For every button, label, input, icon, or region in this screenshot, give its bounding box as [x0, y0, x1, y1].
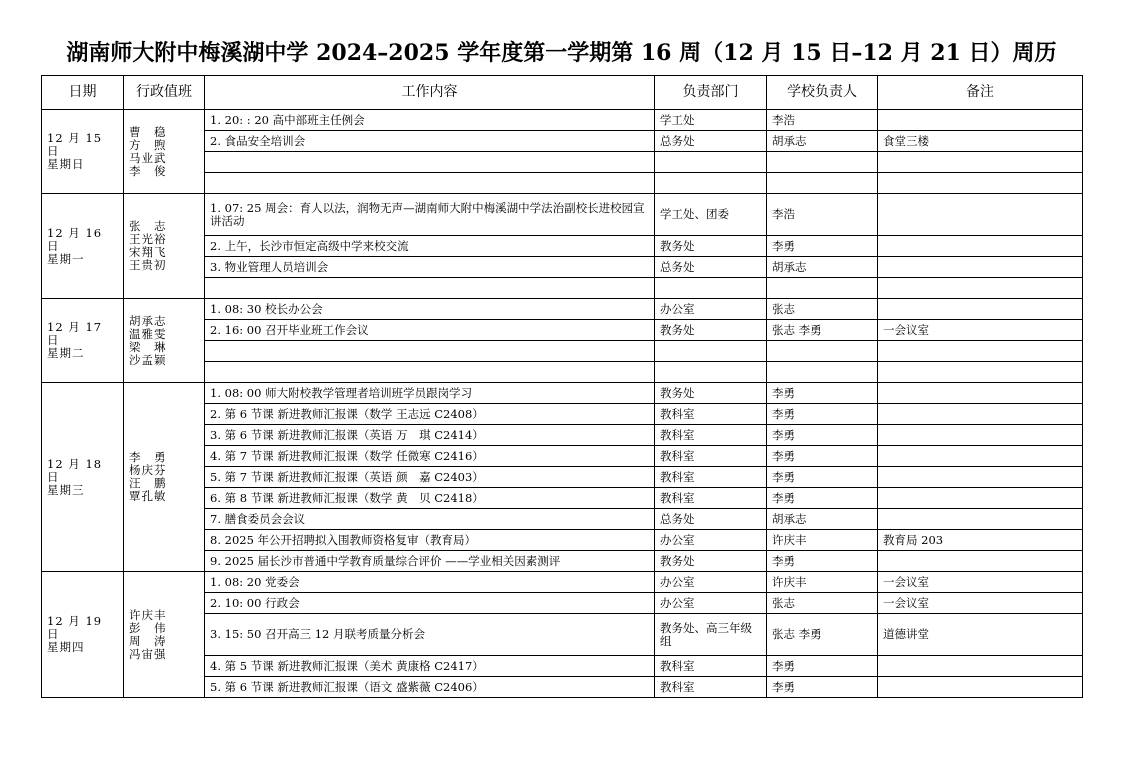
leader-cell [767, 362, 878, 383]
department-cell: 教务处 [655, 236, 767, 257]
content-cell: 4. 第 5 节课 新进教师汇报课（美术 黄康格 C2417） [205, 656, 655, 677]
content-cell: 1. 08: 00 师大附校教学管理者培训班学员跟岗学习 [205, 383, 655, 404]
column-header-leader: 学校负责人 [767, 76, 878, 110]
weekday-text: 星期二 [47, 346, 85, 360]
leader-cell: 许庆丰 [767, 530, 878, 551]
content-cell: 9. 2025 届长沙市普通中学教育质量综合评价 ——学业相关因素测评 [205, 551, 655, 572]
table-row [42, 383, 1083, 404]
note-cell [878, 299, 1083, 320]
content-cell: 5. 第 7 节课 新进教师汇报课（英语 颜 嘉 C2403） [205, 467, 655, 488]
note-cell: 食堂三楼 [878, 131, 1083, 152]
department-cell: 教务处、高三年级组 [655, 614, 767, 656]
leader-cell: 张志 [767, 299, 878, 320]
note-cell [878, 446, 1083, 467]
table-row [42, 299, 1083, 320]
department-cell: 学工处 [655, 110, 767, 131]
content-cell [205, 173, 655, 194]
note-cell: 一会议室 [878, 572, 1083, 593]
note-cell [878, 488, 1083, 509]
content-cell: 1. 08: 20 党委会 [205, 572, 655, 593]
content-cell: 2. 食品安全培训会 [205, 131, 655, 152]
table-row [42, 572, 1083, 593]
leader-cell: 李勇 [767, 551, 878, 572]
note-cell [878, 257, 1083, 278]
leader-cell: 李勇 [767, 677, 878, 698]
page-title: 湖南师大附中梅溪湖中学 2024–2025 学年度第一学期第 16 周（12 月 15 日–12 月 21 日）周历 [66, 40, 1057, 66]
content-cell [205, 362, 655, 383]
content-cell: 3. 15: 50 召开高三 12 月联考质量分析会 [205, 614, 655, 656]
content-cell: 5. 第 6 节课 新进教师汇报课（语文 盛紫薇 C2406） [205, 677, 655, 698]
department-cell: 教务处 [655, 383, 767, 404]
leader-cell: 李勇 [767, 488, 878, 509]
department-cell: 教务处 [655, 320, 767, 341]
leader-cell [767, 173, 878, 194]
department-cell: 教务处 [655, 551, 767, 572]
duty-person: 胡承志 [129, 313, 167, 328]
content-cell: 2. 16: 00 召开毕业班工作会议 [205, 320, 655, 341]
leader-cell: 胡承志 [767, 509, 878, 530]
date-text: 12 月 17 日 [47, 320, 103, 347]
duty-person: 王贵初 [129, 258, 167, 272]
date-cell [42, 383, 124, 572]
leader-cell: 张志 李勇 [767, 614, 878, 656]
department-cell: 总务处 [655, 257, 767, 278]
duty-person: 冯宙强 [129, 646, 167, 661]
content-cell: 2. 10: 00 行政会 [205, 593, 655, 614]
department-cell: 学工处、团委 [655, 194, 767, 236]
duty-person: 彭 伟 [129, 620, 167, 635]
content-cell: 2. 第 6 节课 新进教师汇报课（数学 王志远 C2408） [205, 404, 655, 425]
date-text: 12 月 16 日 [47, 225, 103, 253]
content-cell: 1. 20: : 20 高中部班主任例会 [205, 110, 655, 131]
date-text: 12 月 18 日 [47, 456, 103, 484]
duty-person: 李 勇 [129, 450, 167, 464]
note-cell: 一会议室 [878, 593, 1083, 614]
content-cell [205, 152, 655, 173]
note-cell [878, 173, 1083, 194]
duty-person: 李 俊 [129, 163, 167, 178]
content-cell: 6. 第 8 节课 新进教师汇报课（数学 黄 贝 C2418） [205, 488, 655, 509]
weekday-text: 星期一 [47, 251, 85, 266]
department-cell: 总务处 [655, 131, 767, 152]
table-row [42, 110, 1083, 131]
leader-cell: 许庆丰 [767, 572, 878, 593]
date-cell [42, 194, 124, 299]
content-cell: 4. 第 7 节课 新进教师汇报课（数学 任微寒 C2416） [205, 446, 655, 467]
leader-cell: 李浩 [767, 194, 878, 236]
department-cell [655, 152, 767, 173]
table-row [42, 194, 1083, 236]
date-text: 12 月 15 日 [47, 131, 103, 158]
department-cell: 办公室 [655, 299, 767, 320]
note-cell: 道德讲堂 [878, 614, 1083, 656]
leader-cell: 张志 [767, 593, 878, 614]
department-cell: 教科室 [655, 404, 767, 425]
column-header-department: 负责部门 [655, 76, 767, 110]
department-cell [655, 362, 767, 383]
duty-person: 汪 鹏 [129, 476, 167, 490]
duty-cell [124, 383, 205, 572]
note-cell [878, 236, 1083, 257]
duty-person: 宋翔飞 [129, 245, 167, 259]
leader-cell: 李勇 [767, 383, 878, 404]
leader-cell: 胡承志 [767, 131, 878, 152]
content-cell: 3. 第 6 节课 新进教师汇报课（英语 万 琪 C2414） [205, 425, 655, 446]
content-cell: 7. 膳食委员会会议 [205, 509, 655, 530]
leader-cell: 李浩 [767, 110, 878, 131]
date-text: 12 月 19 日 [47, 614, 103, 641]
department-cell: 办公室 [655, 593, 767, 614]
content-cell: 1. 08: 30 校长办公会 [205, 299, 655, 320]
department-cell [655, 173, 767, 194]
leader-cell [767, 152, 878, 173]
note-cell [878, 383, 1083, 404]
note-cell [878, 362, 1083, 383]
note-cell: 教育局 203 [878, 530, 1083, 551]
weekday-text: 星期三 [47, 482, 85, 497]
leader-cell: 李勇 [767, 425, 878, 446]
department-cell: 教科室 [655, 677, 767, 698]
duty-cell [124, 572, 205, 698]
content-cell [205, 341, 655, 362]
content-cell: 3. 物业管理人员培训会 [205, 257, 655, 278]
department-cell: 教科室 [655, 425, 767, 446]
duty-cell [124, 299, 205, 383]
column-header-date: 日期 [42, 76, 124, 110]
note-cell [878, 677, 1083, 698]
duty-person: 沙孟颖 [129, 352, 167, 367]
date-cell [42, 110, 124, 194]
duty-cell [124, 194, 205, 299]
content-cell: 1. 07: 25 周会：育人以法，润物无声—湖南师大附中梅溪湖中学法治副校长进校园宣讲活动 [205, 194, 655, 236]
leader-cell: 李勇 [767, 404, 878, 425]
note-cell [878, 194, 1083, 236]
content-cell: 2. 上午，长沙市恒定高级中学来校交流 [205, 236, 655, 257]
duty-person: 梁 琳 [129, 339, 167, 354]
calendar-body [42, 110, 1083, 698]
weekday-text: 星期四 [47, 640, 85, 654]
department-cell: 教科室 [655, 446, 767, 467]
duty-person: 曹 稳 [129, 124, 167, 139]
leader-cell: 胡承志 [767, 257, 878, 278]
duty-person: 张 志 [129, 219, 167, 233]
content-cell [205, 278, 655, 299]
leader-cell: 李勇 [767, 467, 878, 488]
duty-person: 马业武 [129, 150, 167, 165]
note-cell [878, 509, 1083, 530]
date-cell [42, 299, 124, 383]
leader-cell: 张志 李勇 [767, 320, 878, 341]
weekday-text: 星期日 [47, 157, 85, 171]
department-cell: 办公室 [655, 572, 767, 593]
leader-cell: 李勇 [767, 446, 878, 467]
date-cell [42, 572, 124, 698]
note-cell [878, 110, 1083, 131]
leader-cell: 李勇 [767, 656, 878, 677]
duty-person: 温雅雯 [129, 326, 167, 341]
duty-person: 覃孔敏 [129, 489, 167, 503]
leader-cell [767, 278, 878, 299]
note-cell [878, 404, 1083, 425]
note-cell: 一会议室 [878, 320, 1083, 341]
weekly-calendar-table [41, 75, 1083, 698]
duty-person: 方 煦 [129, 137, 167, 152]
note-cell [878, 152, 1083, 173]
note-cell [878, 656, 1083, 677]
department-cell: 教科室 [655, 488, 767, 509]
note-cell [878, 551, 1083, 572]
header-row [42, 76, 1083, 110]
duty-person: 王光裕 [129, 232, 167, 246]
column-header-duty: 行政值班 [124, 76, 205, 110]
duty-person: 许庆丰 [129, 607, 167, 622]
note-cell [878, 341, 1083, 362]
duty-cell [124, 110, 205, 194]
column-header-note: 备注 [878, 76, 1083, 110]
department-cell: 总务处 [655, 509, 767, 530]
note-cell [878, 467, 1083, 488]
department-cell: 教科室 [655, 467, 767, 488]
duty-person: 周 涛 [129, 633, 167, 648]
department-cell [655, 278, 767, 299]
column-header-content: 工作内容 [205, 76, 655, 110]
note-cell [878, 425, 1083, 446]
leader-cell [767, 341, 878, 362]
department-cell [655, 341, 767, 362]
content-cell: 8. 2025 年公开招聘拟入围教师资格复审（教育局） [205, 530, 655, 551]
duty-person: 杨庆芬 [129, 463, 167, 477]
leader-cell: 李勇 [767, 236, 878, 257]
department-cell: 教科室 [655, 656, 767, 677]
department-cell: 办公室 [655, 530, 767, 551]
note-cell [878, 278, 1083, 299]
